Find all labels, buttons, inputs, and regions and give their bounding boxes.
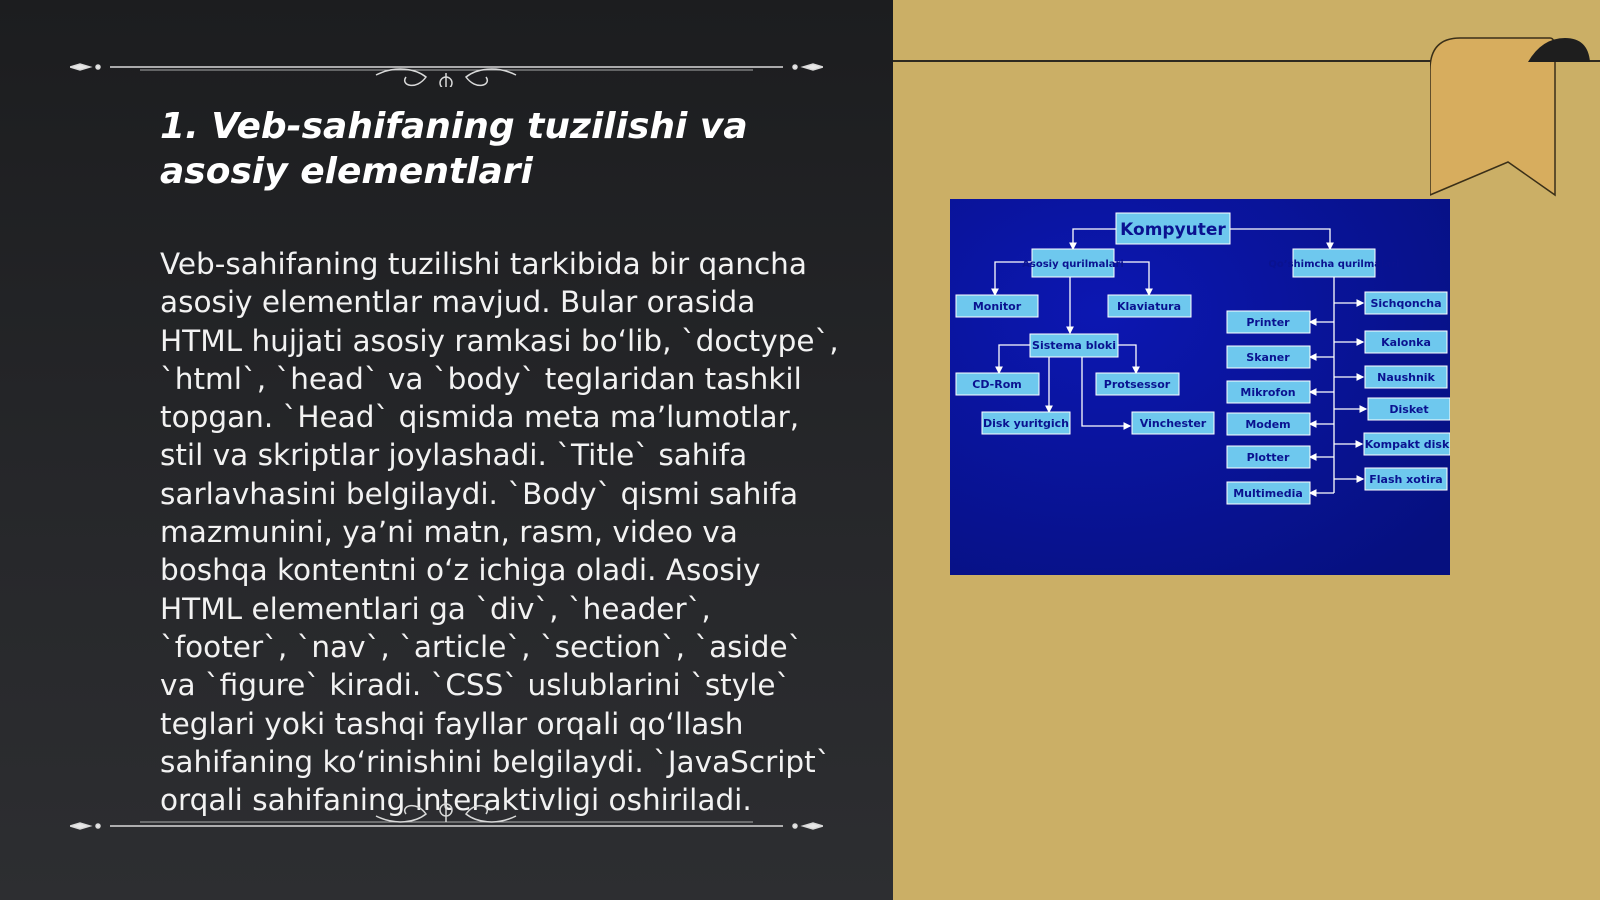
node-vinchester-label: Vinchester: [1139, 417, 1207, 430]
node-extra-group-label: Qo’shimcha qurilmalari: [1268, 259, 1400, 270]
node-system-unit-label: Sistema bloki: [1032, 339, 1116, 352]
node-cdrom-label: CD-Rom: [972, 378, 1022, 391]
node-main-group-label: Asosiy qurilmalari: [1022, 259, 1124, 270]
node-naushnik-label: Naushnik: [1377, 371, 1435, 384]
node-plotter-label: Plotter: [1246, 451, 1290, 464]
node-root-label: Kompyuter: [1120, 220, 1226, 240]
node-mikrofon-label: Mikrofon: [1240, 386, 1296, 399]
node-multimedia-label: Multimedia: [1233, 487, 1303, 500]
node-monitor-label: Monitor: [972, 300, 1022, 313]
bottom-ornament-divider: [70, 802, 823, 842]
top-ornament-divider: [70, 47, 823, 87]
node-kalonka-label: Kalonka: [1381, 336, 1431, 349]
slide-body-text: Veb-sahifaning tuzilishi tarkibida bir qancha asosiy elementlar mavjud. Bular orasida HTML hujjati asosiy ramkasi bo‘lib, `doctype`, `html`, `head` va `body` teglaridan tashkil topgan. `Head` qismida meta ma’lumotlar, stil va skriptlar joylashadi. `Title` sahifa sarlavhasini belgilaydi. `Body` qismi sahifa mazmunini, ya’ni matn, rasm, video va boshqa kontentni o‘z ichiga oladi. Asosiy HTML elementlari ga `div`, `header`, `footer`, `nav`, `article`, `section`, `aside` va `figure` kiradi. `CSS` uslublarini `style` teglari yoki tashqi fayllar orqali qo‘llash sahifaning ko‘rinishini belgilaydi. `JavaScript` orqali sahifaning interaktivligi oshiriladi.: [160, 247, 839, 818]
node-printer-label: Printer: [1246, 316, 1290, 329]
node-protsessor-label: Protsessor: [1103, 378, 1171, 391]
computer-devices-diagram: [950, 199, 1450, 575]
node-disket-label: Disket: [1389, 403, 1429, 416]
node-sichqoncha-label: Sichqoncha: [1370, 297, 1442, 310]
node-skaner-label: Skaner: [1246, 351, 1290, 364]
node-modem-label: Modem: [1245, 418, 1291, 431]
slide-title: 1. Veb-sahifaning tuzilishi va asosiy elementlari: [160, 106, 748, 192]
node-disk-yuritgich-label: Disk yuritgich: [982, 417, 1070, 430]
bookmark-ribbon-icon: [1430, 30, 1590, 200]
node-klaviatura-label: Klaviatura: [1116, 300, 1182, 313]
node-kompakt-disk-label: Kompakt disk: [1364, 438, 1450, 451]
node-flash-xotira-label: Flash xotira: [1369, 473, 1443, 486]
